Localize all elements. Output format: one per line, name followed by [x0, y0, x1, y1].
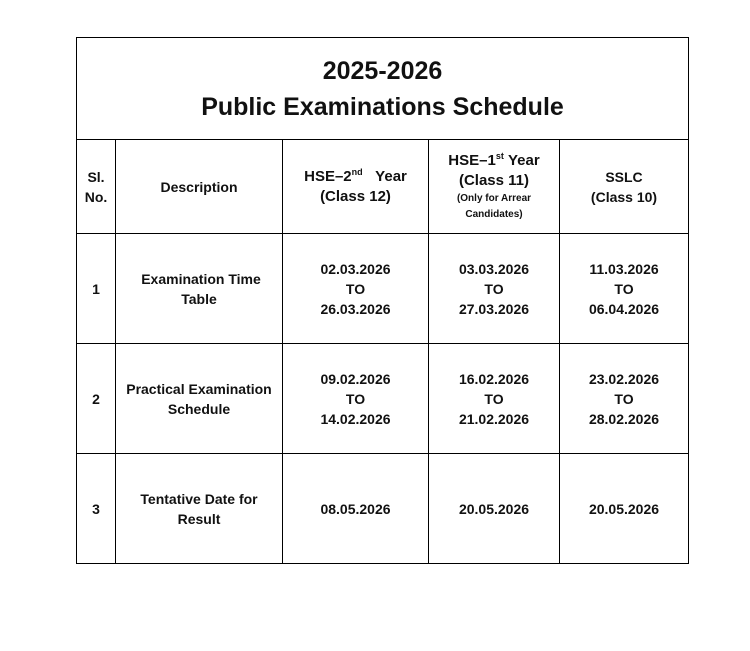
header-hse1 [429, 140, 560, 234]
row-sslc-dates: 11.03.2026 TO 06.04.2026 [560, 234, 689, 344]
hse1-class: (Class 11) [458, 171, 530, 189]
row-description: Examination Time Table [116, 234, 283, 344]
table-row [77, 344, 689, 454]
row-sl: 2 [77, 344, 116, 454]
header-sl-no [77, 140, 116, 234]
header-sslc [560, 140, 689, 234]
row-description: Tentative Date for Result [116, 454, 283, 564]
row-hse1-date: 20.05.2026 [429, 454, 560, 564]
title-row [77, 38, 689, 140]
sslc-class: (Class 10) [590, 188, 658, 205]
hse1-prefix: HSE–1 [448, 151, 496, 169]
header-no: No. [84, 188, 108, 205]
row-hse2-dates: 09.02.2026 TO 14.02.2026 [283, 344, 429, 454]
hse2-suffix: Year [375, 167, 407, 185]
sslc-name: SSLC [605, 168, 643, 185]
title-name: Public Examinations Schedule [201, 92, 564, 121]
row-hse2-dates: 02.03.2026 TO 26.03.2026 [283, 234, 429, 344]
hse1-note1: (Only for Arrear [456, 192, 532, 204]
row-hse2-date: 08.05.2026 [283, 454, 429, 564]
hse2-sup: nd [351, 166, 363, 177]
row-sslc-dates: 23.02.2026 TO 28.02.2026 [560, 344, 689, 454]
hse2-class: (Class 12) [320, 187, 391, 205]
row-description: Practical Examination Schedule [116, 344, 283, 454]
header-sl: Sl. [87, 168, 105, 185]
header-row [77, 140, 689, 234]
header-description: Description [116, 140, 283, 234]
title-year: 2025-2026 [322, 56, 443, 85]
hse1-suffix: Year [508, 151, 540, 169]
hse1-sup: st [495, 150, 504, 161]
exam-schedule-table [76, 37, 689, 564]
hse1-note2: Candidates) [465, 208, 523, 220]
row-sl: 3 [77, 454, 116, 564]
title-cell [77, 38, 689, 140]
hse2-prefix: HSE–2 [304, 167, 352, 185]
table-row [77, 234, 689, 344]
row-hse1-dates: 03.03.2026 TO 27.03.2026 [429, 234, 560, 344]
row-sslc-date: 20.05.2026 [560, 454, 689, 564]
header-hse2 [283, 140, 429, 234]
row-hse1-dates: 16.02.2026 TO 21.02.2026 [429, 344, 560, 454]
table-row [77, 454, 689, 564]
row-sl: 1 [77, 234, 116, 344]
